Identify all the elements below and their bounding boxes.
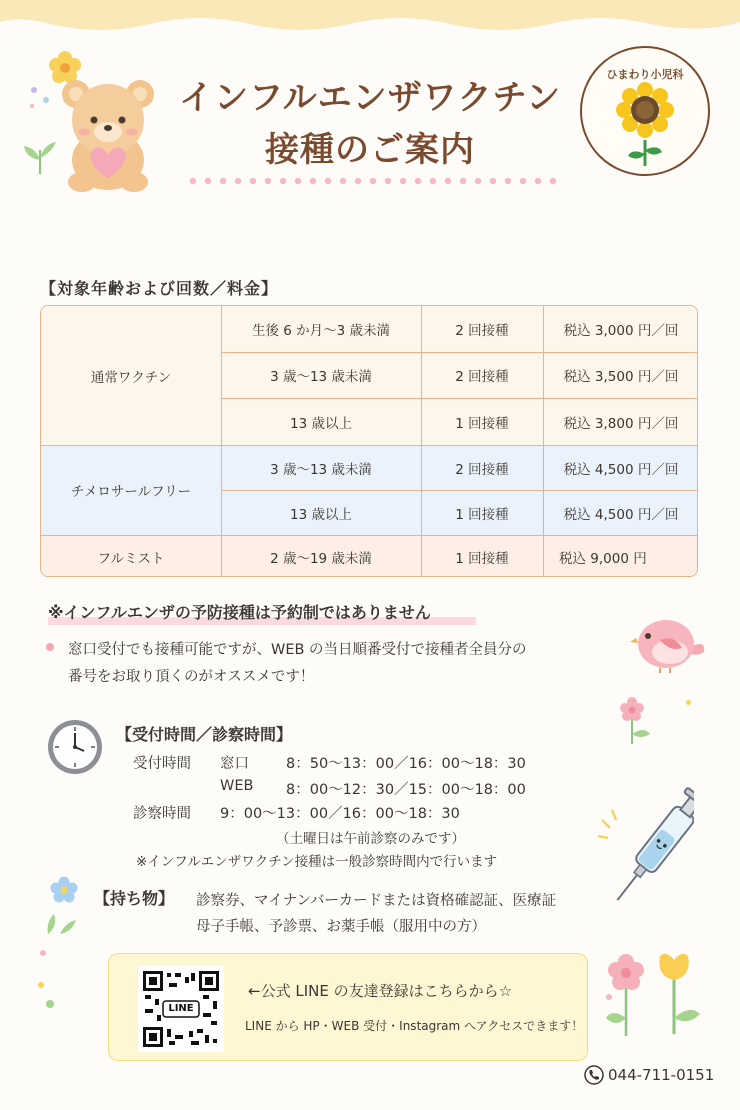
bring-title: 【持ち物】: [94, 889, 175, 908]
table-divider: [41, 445, 697, 446]
price-cell: 税込 3,800 円／回: [563, 415, 679, 432]
exam-time: 9：00～13：00／16：00～18：30: [220, 806, 460, 822]
doses-cell: 2 回接種: [455, 323, 509, 339]
reception-label: 受付時間: [133, 756, 191, 772]
syringe-icon: [594, 780, 694, 920]
clinic-logo: [578, 44, 712, 178]
doses-cell: 2 回接種: [455, 461, 509, 478]
phone-number: 044-711-0151: [608, 1066, 715, 1084]
page-title: [150, 72, 590, 176]
clock-icon: [46, 718, 104, 776]
price-cell: 税込 9,000 円: [559, 550, 647, 567]
vaccine-hours-note: ※インフルエンザワクチン接種は一般診察時間内で行います: [136, 854, 498, 870]
price-cell: 税込 3,500 円／回: [563, 369, 679, 385]
doses-cell: 2 回接種: [455, 369, 509, 385]
leaf-icon: [40, 906, 80, 936]
vaccine-name: 通常ワクチン: [90, 369, 172, 386]
decorative-dot: [46, 1000, 54, 1008]
bird-icon: [630, 612, 706, 674]
web-label: WEB: [220, 778, 254, 794]
decorative-dot: [606, 994, 612, 1000]
table-divider: [221, 398, 697, 399]
qr-code-icon[interactable]: [138, 966, 224, 1052]
group-regular: [41, 306, 697, 445]
vaccine-name: フルミスト: [97, 550, 165, 567]
title-line-2: 接種のご案内: [265, 130, 475, 170]
age-cell: 13 歳以上: [290, 415, 352, 432]
doses-cell: 1 回接種: [455, 415, 509, 432]
top-wave-decoration: [0, 0, 740, 40]
age-cell: 13 歳以上: [290, 506, 352, 523]
phone-contact[interactable]: [584, 1065, 714, 1085]
flower-icon: [616, 696, 656, 746]
price-cell: 税込 4,500 円／回: [563, 461, 679, 478]
table-divider: [221, 490, 697, 491]
decorative-dot: [38, 982, 44, 988]
age-cell: 生後 6 か月～3 歳未満: [251, 323, 391, 339]
hours-title: 【受付時間／診察時間】: [116, 725, 293, 744]
sunflower-logo-icon: [578, 44, 712, 178]
counter-time: 8：50～13：00／16：00～18：30: [286, 756, 526, 772]
recommendation-line-1: 窓口受付でも接種可能ですが、WEB の当日順番受付で接種者全員分の: [68, 642, 527, 658]
decorative-dot: [686, 700, 691, 705]
qr-label: LINE: [168, 1003, 194, 1014]
price-cell: 税込 4,500 円／回: [563, 506, 679, 523]
fee-table: [40, 305, 698, 577]
exam-label: 診察時間: [133, 806, 191, 822]
line-friend-text: ←公式 LINE の友達登録はこちらから☆: [248, 982, 513, 1000]
line-access-text: LINE から HP・WEB 受付・Instagram へアクセスできます！: [245, 1019, 584, 1033]
table-divider: [221, 352, 697, 353]
web-time: 8：00～12：30／15：00～18：00: [286, 782, 526, 798]
vaccine-name: チメロサールフリー: [70, 484, 192, 500]
bring-line-1: 診察券、マイナンバーカードまたは資格確認証、医療証: [196, 893, 557, 909]
fees-section-title: 【対象年齢および回数／料金】: [40, 279, 279, 298]
age-cell: 3 歳～13 歳未満: [270, 461, 372, 478]
decorative-dots: [26, 84, 56, 114]
doses-cell: 1 回接種: [455, 550, 509, 567]
logo-text: ひまわり小児科: [606, 68, 684, 81]
bullet-dot: [46, 643, 54, 651]
no-reservation-notice: ※インフルエンザの予防接種は予約制ではありません: [48, 603, 431, 622]
age-cell: 2 歳～19 歳未満: [270, 550, 372, 567]
recommendation-line-2: 番号をお取り頂くのがオススメです！: [68, 669, 315, 685]
age-cell: 3 歳～13 歳未満: [270, 369, 372, 385]
tulip-icon: [600, 948, 706, 1038]
bring-line-2: 母子手帳、予診票、お薬手帳（服用中の方）: [196, 919, 486, 935]
counter-label: 窓口: [220, 756, 249, 772]
teddy-bear-icon: [54, 74, 164, 194]
decorative-dot: [40, 950, 46, 956]
group-flumist: [41, 535, 697, 577]
recommendation-text: [68, 637, 618, 691]
price-cell: 税込 3,000 円／回: [563, 323, 679, 339]
doses-cell: 1 回接種: [455, 506, 509, 523]
flower-icon: [50, 876, 78, 904]
phone-icon: [584, 1065, 604, 1085]
title-line-1: インフルエンザワクチン: [179, 78, 561, 118]
table-divider: [41, 535, 697, 536]
dotted-divider: [188, 176, 558, 186]
saturday-note: （土曜日は午前診察のみです）: [276, 831, 465, 847]
